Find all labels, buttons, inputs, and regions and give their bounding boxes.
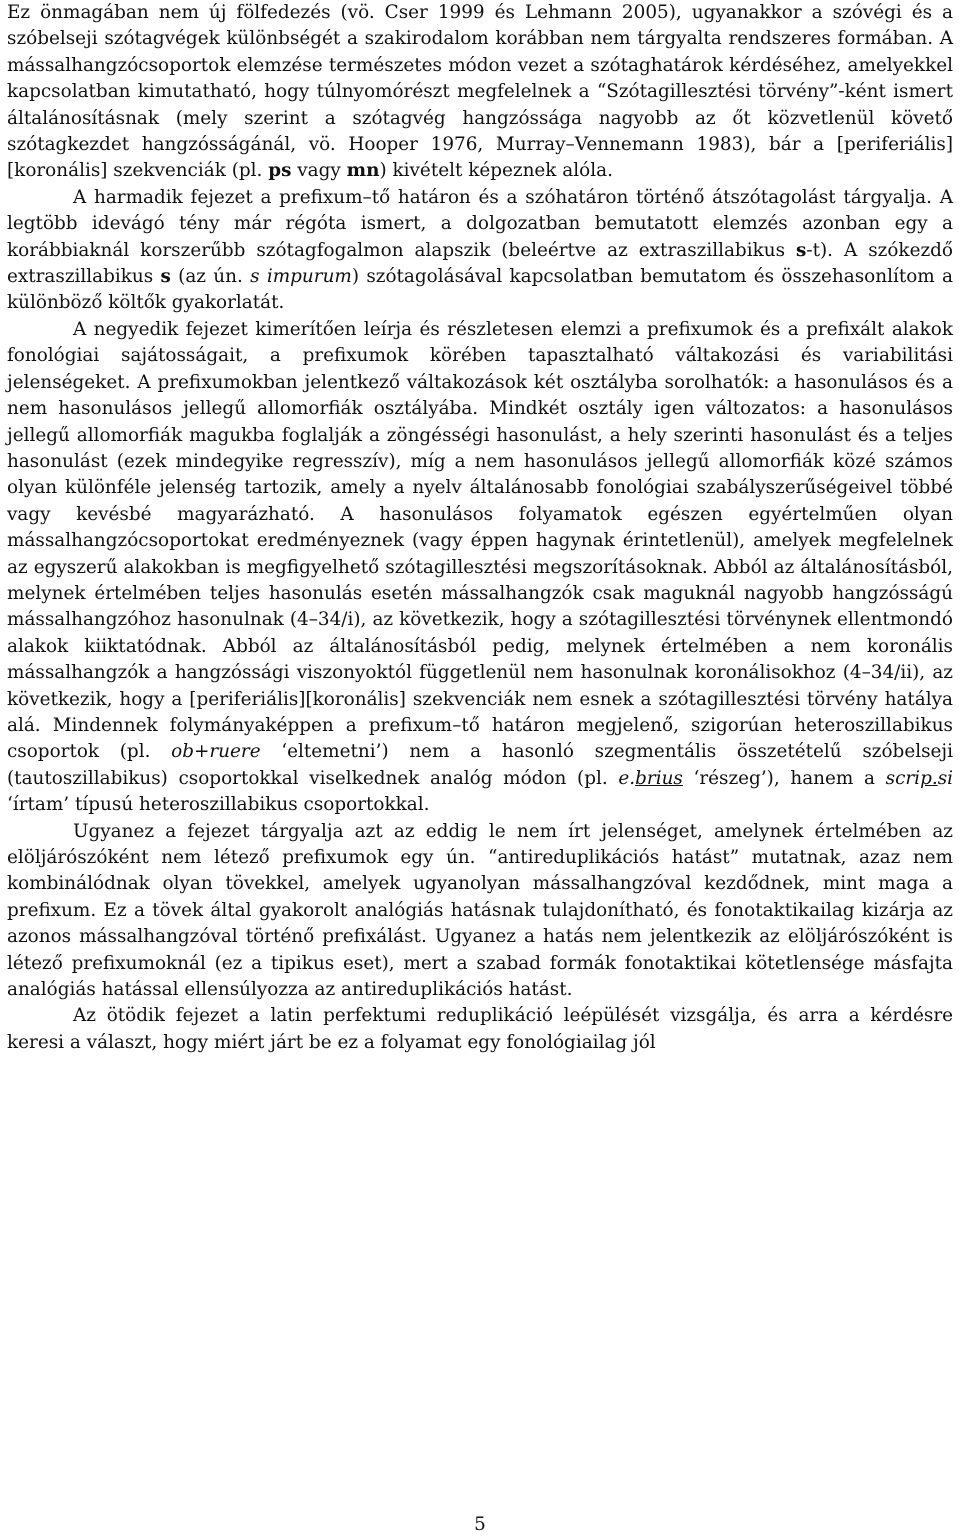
text-run: ) kivételt képeznek alóla. bbox=[379, 160, 613, 182]
text-run: scri bbox=[885, 767, 921, 789]
text-run: ‘írtam’ típusú heteroszillabikus csoportokkal. bbox=[7, 794, 430, 816]
document-page bbox=[7, 0, 953, 1056]
text-run: A harmadik fejezet a prefixum–tő határon és a szóhatáron történő átszótagolást tárgyalja. A legtöbb idevágó tény már régóta ismert, a dolgozatban bemutatott elemzés azonban egy a korábbiaknál korszerűbb szótagfogalmon alapszik (beleértve az extraszillabikus bbox=[7, 186, 953, 261]
text-run: ps bbox=[268, 160, 292, 182]
text-run: A negyedik fejezet kimerítően leírja és részletesen elemzi a prefixumok és a prefixált alakok fonológiai sajátosságait, a prefixumok körében tapasztalható váltakozási és variabilitási jelenségeket. A prefixumokban jelentkező váltakozások két osztályba sorolhatók: a hasonulásos és a nem hasonulásos jellegű allomorfiák osztályába. Mindkét osztály igen változatos: a hasonulásos jellegű allomorfiák magukba foglalják a zöngésségi hasonulást, a hely szerinti hasonulást és a teljes hasonulást (ezek mindegyike regresszív), míg a nem hasonulásos jellegű allomorfiák közé számos olyan különféle jelenség tartozik, amely a nyelv általánosabb fonológiai szabályszerűségeivel többé vagy kevésbé magyarázható. A hasonulásos folyamatok egészen egyértelműen olyan mássalhangzócsoportokat eredményeznek (vagy éppen hagynak érintetlenül), amelyek megfelelnek az egyszerű alakokban is megfigyelhető szótagillesztési megszorításoknak. Abból az általánosításból, melynek értelmében teljes hasonulás esetén mássalhangzók csak maguknál nagyobb hangzósságú mássalhangzóhoz hasonulnak (4–34/i), az következik, hogy a szótagillesztési törvénynek ellentmondó alakok kiiktatódnak. Abból az általánosításból pedig, melynek értelmében a nem koronális mássalhangzók a hangzóssági viszonyoktól függetlenül nem hasonulnak koronálisokhoz (4–34/ii), az következik, hogy a [periferiális][koronális] szekvenciák nem esnek a szótagillesztési törvény hatálya alá. Mindennek folymányaképpen a prefixum–tő határon megjelenő, szigorúan heteroszillabikus csoportok (pl. bbox=[7, 318, 953, 763]
page-number: 5 bbox=[474, 1514, 486, 1535]
text-run: si bbox=[937, 767, 954, 789]
paragraph-5 bbox=[7, 1003, 953, 1056]
text-run: vagy bbox=[291, 160, 347, 182]
text-run: p. bbox=[920, 767, 938, 789]
text-run: Ez önmagában nem új fölfedezés (vö. Cser 1999 és Lehmann 2005), ugyanakkor a szóvégi és a szóbelseji szótagvégek különbségét a szakirodalom korábban nem tárgyalta rendszeres formában. A mássalhangzócsoportok elemzése természetes módon vezet a szótaghatárok kérdéséhez, amelyekkel kapcsolatban kimutatható, hogy túlnyomórészt megfelelnek a “Szótagillesztési törvény”-ként ismert általánosításnak (mely szerint a szótagvég hangzóssága nagyobb az őt közvetlenül követő szótagkezdet hangzósságánál, vö. Hooper 1976, Murray–Vennemann 1983), bár a [periferiális][koronális] szekvenciák (pl. bbox=[7, 2, 953, 182]
paragraph-2 bbox=[7, 185, 953, 317]
paragraph-4 bbox=[7, 819, 953, 1004]
text-run: Ugyanez a fejezet tárgyalja azt az eddig le nem írt jelenséget, amelynek értelmében az elöljárószóként nem létező prefixumok egy ún. “antireduplikációs hatást” mutatnak, azaz nem kombinálódnak olyan tövekkel, amelyek ugyanolyan mássalhangzóval kezdődnek, mint maga a prefixum. Ez a tövek által gyakorolt analógiás hatásnak tulajdonítható, és fonotaktikailag kizárja az azonos mássalhangzóval történő prefixálást. Ugyanez a hatás nem jelentkezik az elöljárószóként is létező prefixumoknál (ez a tipikus eset), mert a szabad formák fonotaktikai kötetlensége másfajta analógiás hatással ellensúlyozza az antireduplikációs hatást. bbox=[7, 820, 953, 1001]
text-run: ) szótagolásával kapcsolatban bemutatom és összehasonlítom a különböző költők gyakorlatát. bbox=[7, 266, 953, 314]
text-run: mn bbox=[346, 160, 380, 182]
text-run: (az ún. bbox=[170, 266, 251, 288]
paragraph-1 bbox=[7, 0, 953, 185]
text-run: -t). A szókezdő extraszillabikus bbox=[7, 239, 953, 288]
text-run: s impurum bbox=[250, 266, 352, 288]
text-run: brius bbox=[635, 767, 683, 789]
text-run: s bbox=[796, 239, 807, 261]
text-run: Az ötödik fejezet a latin perfektumi reduplikáció leépülését vizsgálja, és arra a kérdésre keresi a választ, hogy miért járt be ez a folyamat egy fonológiailag jól bbox=[7, 1005, 953, 1053]
text-run: e. bbox=[618, 767, 636, 789]
paragraph-3 bbox=[7, 317, 953, 819]
text-run: ob+ruere bbox=[171, 741, 261, 763]
text-run: ‘részeg’), hanem a bbox=[682, 767, 886, 789]
text-run: ‘eltemetni’) nem a hasonló szegmentális összetételű szóbelseji (tautoszillabikus) csoportokkal viselkednek analóg módon (pl. bbox=[7, 741, 953, 789]
text-run: s bbox=[160, 266, 171, 288]
